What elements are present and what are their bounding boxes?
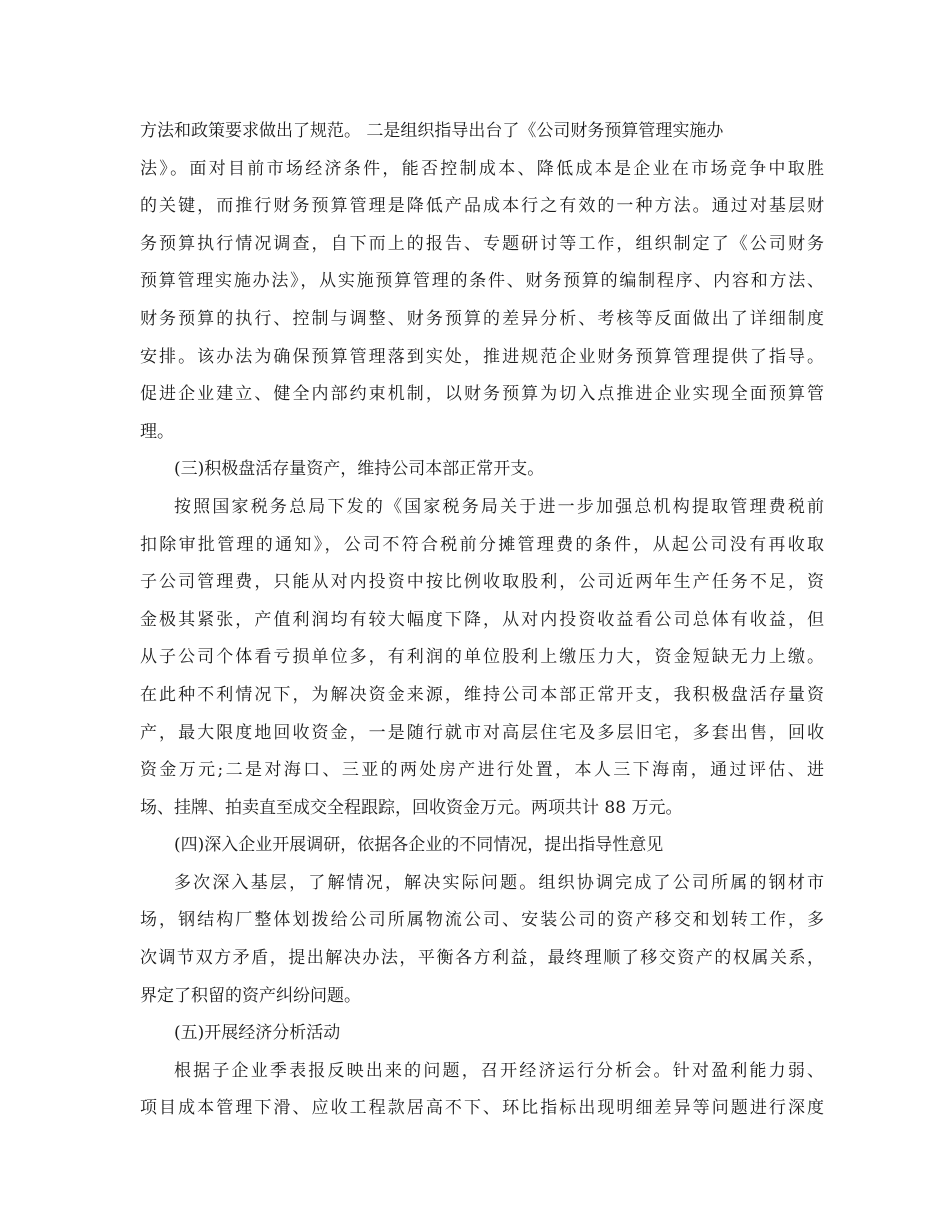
document-body	[140, 113, 824, 1128]
text-line: 子公司管理费，只能从对内投资中按比例收取股利，公司近两年生产任务不足，资	[140, 572, 824, 593]
text-line: 界定了积留的资产纠纷问题。	[140, 985, 361, 1006]
text-line: 场、挂牌、拍卖直至成交全程跟踪，回收资金万元。两项共计 88 万元。	[140, 797, 683, 818]
section-heading: (四)深入企业开展调研，依据各企业的不同情况，提出指导性意见	[174, 835, 664, 856]
text-line: 从子公司个体看亏损单位多，有利润的单位股利上缴压力大，资金短缺无力上缴。	[140, 647, 824, 668]
text-line: 财务预算的执行、控制与调整、财务预算的差异分析、考核等反面做出了详细制度	[140, 308, 824, 329]
section-heading: (三)积极盘活存量资产，维持公司本部正常开支。	[174, 459, 545, 480]
text-line: 法》。面对目前市场经济条件，能否控制成本、降低成本是企业在市场竞争中取胜	[140, 158, 824, 179]
text-line: 促进企业建立、健全内部约束机制，以财务预算为切入点推进企业实现全面预算管	[140, 384, 824, 405]
text-line: 在此种不利情况下，为解决资金来源，维持公司本部正常开支，我积极盘活存量资	[140, 684, 824, 705]
paragraph-first-line: 按照国家税务总局下发的《国家税务局关于进一步加强总机构提取管理费税前	[174, 496, 824, 517]
text-line: 产，最大限度地回收资金，一是随行就市对高层住宅及多层旧宅，多套出售，回收	[140, 722, 824, 743]
text-line: 务预算执行情况调查，自下而上的报告、专题研讨等工作，组织制定了《公司财务	[140, 233, 824, 254]
paragraph-first-line: 根据子企业季表报反映出来的问题，召开经济运行分析会。针对盈利能力弱、	[174, 1060, 824, 1081]
text-line: 扣除审批管理的通知》，公司不符合税前分摊管理费的条件，从起公司没有再收取	[140, 534, 824, 555]
paragraph-first-line: 多次深入基层，了解情况，解决实际问题。组织协调完成了公司所属的钢材市	[174, 872, 824, 893]
text-line: 场，钢结构厂整体划拨给公司所属物流公司、安装公司的资产移交和划转工作，多	[140, 910, 824, 931]
text-line: 安排。该办法为确保预算管理落到实处，推进规范企业财务预算管理提供了指导。	[140, 346, 824, 367]
text-line: 的关键，而推行财务预算管理是降低产品成本行之有效的一种方法。通过对基层财	[140, 196, 824, 217]
text-line: 资金万元;二是对海口、三亚的两处房产进行处置，本人三下海南，通过评估、进	[140, 760, 824, 781]
text-line: 次调节双方矛盾，提出解决办法，平衡各方利益，最终理顺了移交资产的权属关系，	[140, 948, 824, 969]
text-line: 方法和政策要求做出了规范。 二是组织指导出台了《公司财务预算管理实施办	[140, 121, 724, 141]
section-heading: (五)开展经济分析活动	[174, 1023, 341, 1044]
text-line: 理。	[140, 421, 174, 442]
text-line: 预算管理实施办法》，从实施预算管理的条件、财务预算的编制程序、内容和方法、	[140, 271, 824, 292]
text-line: 项目成本管理下滑、应收工程款居高不下、环比指标出现明细差异等问题进行深度	[140, 1098, 824, 1119]
text-line: 金极其紧张，产值利润均有较大幅度下降，从对内投资收益看公司总体有收益，但	[140, 609, 824, 630]
